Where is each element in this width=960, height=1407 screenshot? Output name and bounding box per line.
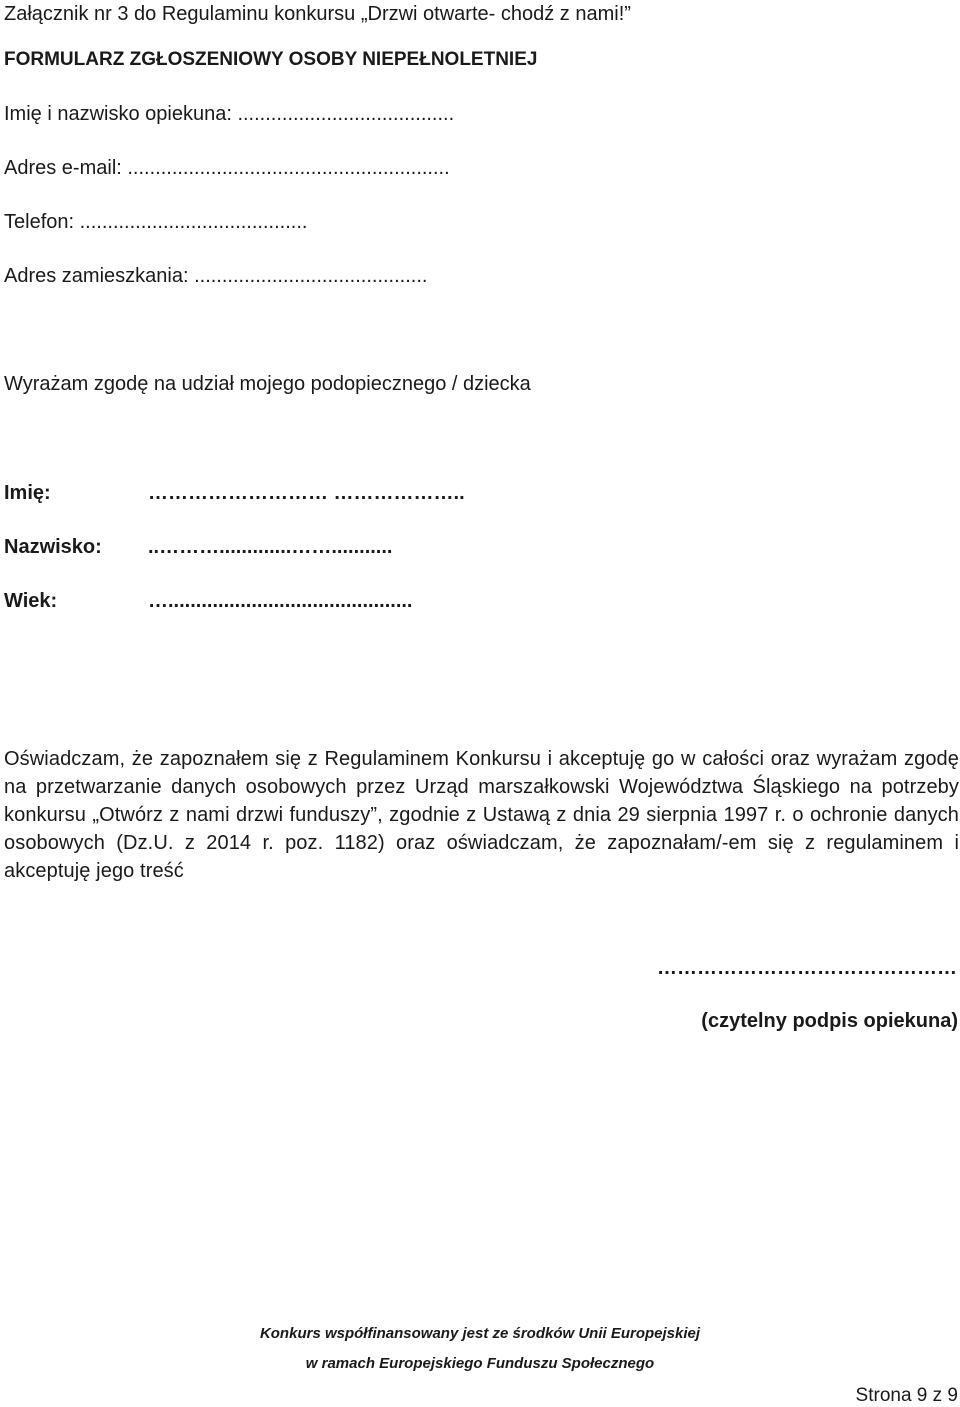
guardian-phone-field[interactable]: Telefon: .........................................: [4, 211, 308, 233]
child-first-name-field[interactable]: ……………………… ………………..: [148, 482, 465, 504]
footer-line-1: Konkurs współfinansowany jest ze środków Unii Europejskiej: [259, 1325, 701, 1342]
footer-line-2: w ramach Europejskiego Funduszu Społecznego: [305, 1355, 655, 1372]
guardian-name-field[interactable]: Imię i nazwisko opiekuna: .......................................: [4, 103, 455, 125]
child-first-name-label: Imię:: [4, 482, 51, 504]
guardian-address-field[interactable]: Adres zamieszkania: ..........................................: [4, 265, 428, 287]
child-last-name-field[interactable]: ..……….............……...........: [148, 536, 393, 558]
form-title: FORMULARZ ZGŁOSZENIOWY OSOBY NIEPEŁNOLETNIEJ: [4, 49, 538, 70]
signature-field[interactable]: ………………………………………: [657, 957, 957, 979]
child-age-label: Wiek:: [4, 590, 58, 612]
child-last-name-label: Nazwisko:: [4, 536, 102, 558]
annex-title: Załącznik nr 3 do Regulaminu konkursu „Drzwi otwarte- chodź z nami!”: [4, 3, 631, 25]
statement-paragraph: Oświadczam, że zapoznałem się z Regulaminem Konkursu i akceptuję go w całości oraz wyrażam zgodę na przetwarzanie danych osobowych przez Urząd marszałkowski Województwa Śląskiego na potrzeby konkursu „Otwórz z nami drzwi funduszy”, zgodnie z Ustawą z dnia 29 sierpnia 1997 r. o ochronie danych osobowych (Dz.U. z 2014 r. poz. 1182) oraz oświadczam, że zapoznałam/-em się z regulaminem i akceptuję jego treść: [4, 748, 959, 882]
consent-line: Wyrażam zgodę na udział mojego podopiecznego / dziecka: [4, 373, 531, 395]
signature-caption: (czytelny podpis opiekuna): [701, 1010, 958, 1032]
guardian-email-field[interactable]: Adres e-mail: ..........................................................: [4, 157, 450, 179]
child-age-field[interactable]: …............................................: [148, 590, 413, 612]
page-number: Strona 9 z 9: [855, 1385, 958, 1406]
